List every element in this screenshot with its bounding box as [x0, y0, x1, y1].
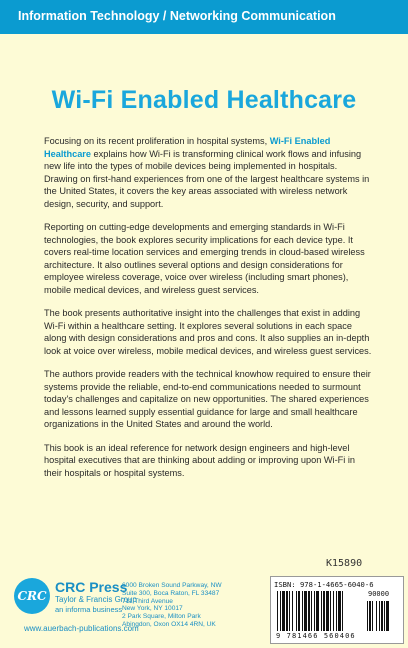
barcode-bar — [369, 601, 371, 631]
barcode-bar — [296, 591, 297, 631]
barcode-bar — [277, 591, 278, 631]
address-line: 6000 Broken Sound Parkway, NW — [122, 582, 222, 589]
barcode-bar — [323, 591, 325, 631]
publisher-url[interactable]: www.auerbach-publications.com — [24, 624, 139, 633]
address-line: Abingdon, Oxon OX14 4RN, UK — [122, 620, 216, 628]
barcode-bar — [333, 591, 334, 631]
description-paragraph-4: The authors provide readers with the technical knowhow required to ensure their systems provide the reliable, end-to-end communications needed to surmount today's challenges and capitalize on new opportunities. The shared experiences and lessons learned supply essential guidance for large and small healthcare organizations in the United States and around the world. — [44, 369, 371, 429]
publisher-group: Taylor & Francis Group — [55, 595, 137, 604]
book-title: Wi-Fi Enabled Healthcare — [51, 86, 357, 114]
barcode-bar — [308, 591, 310, 631]
isbn-label: ISBN: 978-1-4665-6040-6 — [274, 580, 374, 589]
publisher-name: CRC Press — [55, 579, 128, 595]
barcode-bar — [386, 601, 389, 631]
publisher-addresses — [122, 582, 250, 629]
description-body — [44, 135, 372, 490]
address-line: Suite 300, Boca Raton, FL 33487 — [122, 589, 220, 597]
address-line: New York, NY 10017 — [122, 605, 183, 613]
barcode-bar — [304, 591, 307, 631]
price-code: 90000 — [368, 590, 390, 598]
barcode-bar — [330, 591, 331, 631]
crc-logo-icon: CRC — [14, 578, 50, 614]
barcode-bar — [372, 601, 373, 631]
paragraph-text: Focusing on its recent proliferation in hospital systems, — [44, 136, 270, 146]
description-paragraph-1 — [44, 135, 372, 210]
catalog-code: K15890 — [326, 558, 363, 569]
barcode-bar — [342, 591, 343, 631]
barcode-bar — [338, 591, 341, 631]
barcode-bar — [292, 591, 293, 631]
barcode-bar — [311, 591, 312, 631]
barcode-bar — [326, 591, 329, 631]
barcode-bar — [289, 591, 290, 631]
barcode-bar — [298, 591, 300, 631]
barcode-bar — [280, 591, 281, 631]
address-line: 2 Park Square, Milton Park — [122, 613, 201, 621]
header-bar — [0, 0, 408, 34]
barcode-bar — [384, 601, 385, 631]
description-paragraph-5: This book is an ideal reference for network design engineers and high-level hospital executives that are thinking about adding or improving upon Wi-Fi in their hospitals or hospital systems. — [44, 442, 356, 478]
barcode-bar — [286, 591, 288, 631]
barcode-bar — [314, 591, 315, 631]
title-highlight: Wi-Fi Enabled Healthcare — [44, 136, 331, 159]
category-label: Information Technology / Networking Communication — [18, 9, 336, 23]
barcode-bar — [381, 601, 383, 631]
barcode-bar — [321, 591, 322, 631]
barcode-bar — [316, 591, 319, 631]
description-paragraph-2: Reporting on cutting-edge developments and emerging standards in Wi-Fi technologies, the book explores security implications for each device type. It covers real-time location services and emerging trends in cloud-based wireless architecture. It also outlines several options and design considerations for employee wireless coverage, voice over wireless (including smart phones), mobile medical devices, and wireless guest services. — [44, 222, 365, 295]
barcode-bar — [379, 601, 380, 631]
ean-number: 9 781466 560406 — [276, 632, 356, 640]
description-paragraph-3: The book presents authoritative insight into the challenges that exist in adding Wi-Fi within a healthcare setting. It explores several solutions in each space along with design considerations and pros and cons. It also supplies an in-depth look at voice over wireless, mobile medical devices, and wireless guest services. — [44, 308, 372, 356]
barcode-bar — [367, 601, 368, 631]
barcode-bar — [302, 591, 303, 631]
paragraph-text: explains how Wi-Fi is transforming clinical work flows and infusing new life into the types of mobile devices being implemented in hospitals. Drawing on first-hand experiences from one of the largest healthcare systems in the United States, it covers the key areas associated with wireless network design, security, and support. — [44, 148, 370, 209]
publisher-sub: an informa business — [55, 605, 123, 614]
address-line: 711 Third Avenue — [122, 597, 173, 605]
barcode-bar — [282, 591, 285, 631]
barcode-bar — [336, 591, 337, 631]
barcode-bar — [376, 601, 377, 631]
